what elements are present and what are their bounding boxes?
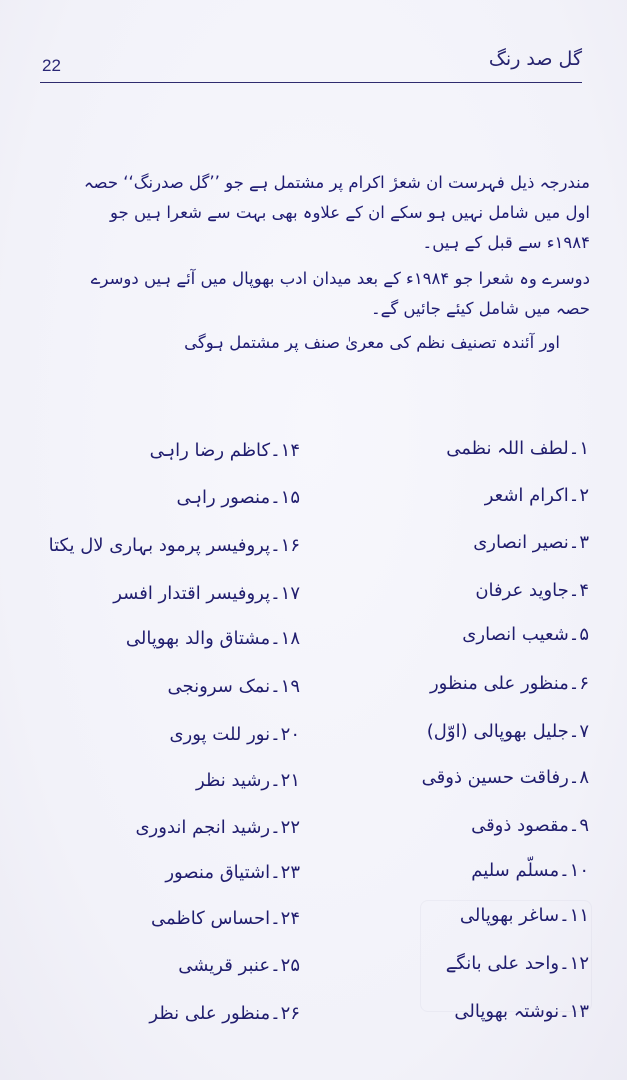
poet-list-item: ۲۳۔اشتیاق منصور [165,862,300,883]
poet-list-item: ۳۔نصیر انصاری [473,532,589,553]
poet-list-item: ۲۶۔منظور علی نظر [149,1003,300,1024]
poet-list-item: ۹۔مقصود ذوقی [471,815,589,836]
running-title: گل صد رنگ [488,48,582,70]
intro-paragraph: مندرجہ ذیل فہرست ان شعرٔ اکرام پر مشتمل ہے جو ’’گل صدرنگ‘‘ حصہ اول میں شامل نہیں ہو سکے ان کے علاوہ بھی بہت سے شعرا ہیں جو ۱۹۸۴ء سے قبل کے ہیں۔ [83,173,590,252]
poet-list-item: ۲۵۔عنبر قریشی [178,955,300,976]
poet-list-item: ۲۔اکرام اشعر [484,485,589,506]
intro-text [70,168,590,358]
poet-list-item: ۱۱۔ساغر بھوپالی [459,905,589,926]
poet-list-item: ۸۔رفاقت حسین ذوقی [421,767,589,788]
poet-list-item: ۷۔جلیل بھوپالی (اوّل) [426,721,589,742]
poet-list-item: ۱۰۔مسلّم سلیم [471,860,589,881]
poet-list-item: ۱۴۔کاظم رضا راہی [149,440,300,461]
poet-list-item: ۵۔شعیب انصاری [462,624,589,645]
poet-list-item: ۱۹۔نمک سرونجی [167,676,300,697]
poet-list-item: ۱۸۔مشتاق والد بھوپالی [125,628,300,649]
poet-list-item: ۱۲۔واحد علی بانگے [445,953,589,974]
poet-list-item: ۶۔منظور علی منظور [429,673,589,694]
poet-list-item: ۲۰۔نور للت پوری [169,724,300,745]
poet-list-item: ۱۔لطف اللہ نظمی [446,438,589,459]
page-header [42,48,582,86]
poet-list-item: ۲۲۔رشید انجم اندوری [135,817,300,838]
poet-list-item: ۴۔جاوید عرفان [475,580,589,601]
poet-list-item: ۲۴۔احساس کاظمی [150,908,300,929]
poet-list-item: ۱۳۔نوشتہ بھوپالی [454,1001,589,1022]
poet-list-item: ۲۱۔رشید نظر [196,770,300,791]
page-number: 22 [42,56,61,75]
faint-stamp-mark [420,900,592,1012]
header-rule [40,82,582,83]
poet-list-item: ۱۷۔پروفیسر اقتدار افسر [113,583,300,604]
poet-list-item: ۱۵۔منصور راہی [176,487,300,508]
intro-paragraph: اور آئندہ تصنیف نظم کی معریٰ صنف پر مشتمل ہوگی [184,333,560,352]
intro-paragraph: دوسرے وہ شعرا جو ۱۹۸۴ء کے بعد میدان ادب بھوپال میں آئے ہیں دوسرے حصہ میں شامل کیئے جائیں گے۔ [90,269,590,318]
poet-list-item: ۱۶۔پروفیسر پرمود بہاری لال یکتا [48,535,300,556]
